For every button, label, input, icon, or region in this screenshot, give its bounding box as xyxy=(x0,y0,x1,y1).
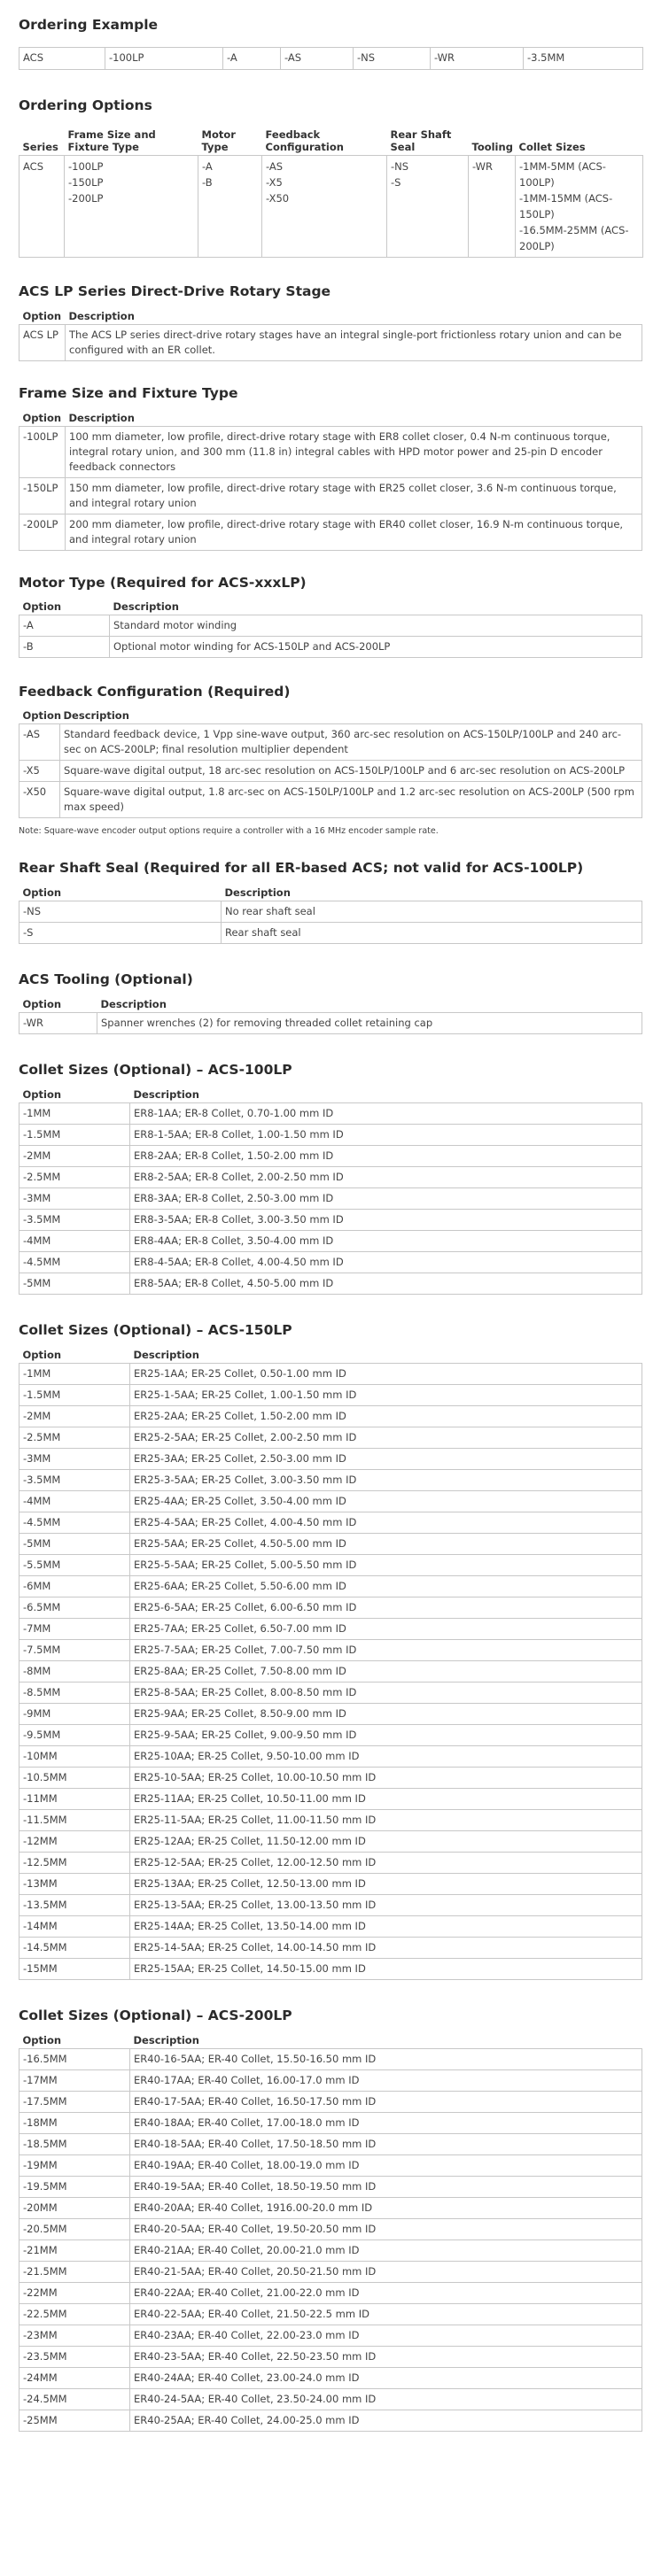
description-cell: ER25-2AA; ER-25 Collet, 1.50-2.00 mm ID xyxy=(130,1406,642,1427)
table-row xyxy=(19,1013,642,1034)
option-value: -X50 xyxy=(266,192,290,205)
option-value: -B xyxy=(202,176,213,189)
collet-150-rows xyxy=(19,1364,642,1980)
option-value: -200LP xyxy=(68,192,104,205)
table-row xyxy=(19,1746,642,1768)
table-row xyxy=(19,1491,642,1512)
table-row xyxy=(19,2134,642,2155)
option-cell: -1MM xyxy=(19,1103,130,1125)
option-cell: -2.5MM xyxy=(19,1167,130,1188)
header-frame: Frame Size and Fixture Type xyxy=(67,128,156,153)
description-cell: ER40-17AA; ER-40 Collet, 16.00-17.0 mm ID xyxy=(130,2070,642,2092)
ordering-example-title: Ordering Example xyxy=(19,17,159,33)
table-row xyxy=(19,1916,642,1938)
description-cell: ER25-12-5AA; ER-25 Collet, 12.00-12.50 mm ID xyxy=(130,1853,642,1874)
example-code-tooling: -WR xyxy=(431,48,524,70)
header-option: Option xyxy=(22,600,62,613)
collet-200-table xyxy=(19,2032,642,2432)
option-value: -X5 xyxy=(266,176,283,189)
description-cell: Spanner wrenches (2) for removing threaded collet retaining cap xyxy=(97,1013,642,1034)
option-cell: -24.5MM xyxy=(19,2389,130,2410)
motor-table xyxy=(19,599,642,658)
table-row xyxy=(19,2304,642,2325)
option-value: -S xyxy=(391,176,401,189)
option-cell: -A xyxy=(19,615,110,637)
description-cell: ER40-24-5AA; ER-40 Collet, 23.50-24.00 mm ID xyxy=(130,2389,642,2410)
option-cell: -200LP xyxy=(19,514,66,551)
table-header xyxy=(19,599,642,615)
option-cell: -10.5MM xyxy=(19,1768,130,1789)
example-code-seal: -NS xyxy=(354,48,431,70)
ordering-example-row xyxy=(19,48,643,70)
description-cell: ER40-18AA; ER-40 Collet, 17.00-18.0 mm ID xyxy=(130,2113,642,2134)
header-description: Description xyxy=(68,310,135,322)
option-cell: -16.5MM xyxy=(19,2049,130,2070)
table-row xyxy=(19,1103,642,1125)
stage-title: ACS LP Series Direct-Drive Rotary Stage xyxy=(19,283,331,299)
description-cell: ER25-5-5AA; ER-25 Collet, 5.00-5.50 mm ID xyxy=(130,1555,642,1576)
option-cell: -14.5MM xyxy=(19,1938,130,1959)
description-cell: ER40-22-5AA; ER-40 Collet, 21.50-22.5 mm ID xyxy=(130,2304,642,2325)
table-row xyxy=(19,325,642,361)
stage-table xyxy=(19,308,642,361)
description-cell: ER8-2AA; ER-8 Collet, 1.50-2.00 mm ID xyxy=(130,1146,642,1167)
header-collet: Collet Sizes xyxy=(518,141,586,153)
table-row xyxy=(19,615,642,637)
table-row xyxy=(19,1231,642,1252)
description-cell: ER8-1AA; ER-8 Collet, 0.70-1.00 mm ID xyxy=(130,1103,642,1125)
table-row xyxy=(19,1895,642,1916)
header-seal: Rear Shaft Seal xyxy=(390,128,452,153)
description-cell: ER25-11AA; ER-25 Collet, 10.50-11.00 mm ID xyxy=(130,1789,642,1810)
table-row xyxy=(19,1273,642,1295)
table-row xyxy=(19,1810,642,1831)
description-cell: ER25-14-5AA; ER-25 Collet, 14.00-14.50 mm ID xyxy=(130,1938,642,1959)
option-value: -150LP xyxy=(68,176,104,189)
option-cell: -19.5MM xyxy=(19,2177,130,2198)
table-row xyxy=(19,2389,642,2410)
header-option: Option xyxy=(22,2034,62,2046)
example-code-frame: -100LP xyxy=(105,48,223,70)
table-header xyxy=(19,996,642,1013)
description-cell: ER25-1AA; ER-25 Collet, 0.50-1.00 mm ID xyxy=(130,1364,642,1385)
option-cell: -25MM xyxy=(19,2410,130,2432)
description-cell: ER25-3-5AA; ER-25 Collet, 3.00-3.50 mm ID xyxy=(130,1470,642,1491)
option-cell: -5MM xyxy=(19,1273,130,1295)
description-cell: ER25-1-5AA; ER-25 Collet, 1.00-1.50 mm ID xyxy=(130,1385,642,1406)
table-row xyxy=(19,1555,642,1576)
options-series-cell xyxy=(19,156,65,258)
option-cell: -6MM xyxy=(19,1576,130,1597)
options-frame-cell xyxy=(65,156,198,258)
feedback-title: Feedback Configuration (Required) xyxy=(19,684,291,700)
table-row xyxy=(19,1704,642,1725)
options-feedback-cell xyxy=(262,156,387,258)
table-row xyxy=(19,724,642,761)
description-cell: ER40-23AA; ER-40 Collet, 22.00-23.0 mm ID xyxy=(130,2325,642,2347)
description-cell: ER40-16-5AA; ER-40 Collet, 15.50-16.50 mm ID xyxy=(130,2049,642,2070)
option-value: -100LP xyxy=(68,160,104,173)
table-row xyxy=(19,2240,642,2262)
option-cell: -10MM xyxy=(19,1746,130,1768)
description-cell: ER25-4-5AA; ER-25 Collet, 4.00-4.50 mm ID xyxy=(130,1512,642,1534)
description-cell: ER8-3-5AA; ER-8 Collet, 3.00-3.50 mm ID xyxy=(130,1210,642,1231)
option-cell: -100LP xyxy=(19,427,66,478)
frame-title: Frame Size and Fixture Type xyxy=(19,385,238,401)
description-cell: Square-wave digital output, 18 arc-sec resolution on ACS-150LP/100LP and 6 arc-sec resolution on ACS-200LP xyxy=(60,761,642,782)
header-option: Option xyxy=(22,709,62,722)
frame-table xyxy=(19,410,642,551)
description-cell: ER8-1-5AA; ER-8 Collet, 1.00-1.50 mm ID xyxy=(130,1125,642,1146)
header-motor: Motor Type xyxy=(201,128,236,153)
header-description: Description xyxy=(133,2034,199,2046)
table-row xyxy=(19,2410,642,2432)
description-cell: ER8-5AA; ER-8 Collet, 4.50-5.00 mm ID xyxy=(130,1273,642,1295)
table-row xyxy=(19,2219,642,2240)
collet-150-title: Collet Sizes (Optional) – ACS-150LP xyxy=(19,1322,292,1338)
option-cell: -23.5MM xyxy=(19,2347,130,2368)
ordering-example-table xyxy=(19,47,643,70)
description-cell: ER25-4AA; ER-25 Collet, 3.50-4.00 mm ID xyxy=(130,1491,642,1512)
option-value: -16.5MM-25MM (ACS-200LP) xyxy=(519,224,629,252)
feedback-table xyxy=(19,708,642,818)
description-cell: ER40-21AA; ER-40 Collet, 20.00-21.0 mm ID xyxy=(130,2240,642,2262)
header-option: Option xyxy=(22,886,62,899)
table-row xyxy=(19,2113,642,2134)
collet-200-title: Collet Sizes (Optional) – ACS-200LP xyxy=(19,2007,292,2023)
table-row xyxy=(19,1831,642,1853)
option-value: -1MM-15MM (ACS-150LP) xyxy=(519,192,613,220)
option-cell: -9MM xyxy=(19,1704,130,1725)
table-row xyxy=(19,2262,642,2283)
description-cell: ER40-19-5AA; ER-40 Collet, 18.50-19.50 mm ID xyxy=(130,2177,642,2198)
option-cell: -18.5MM xyxy=(19,2134,130,2155)
table-row xyxy=(19,1768,642,1789)
option-cell: -13MM xyxy=(19,1874,130,1895)
description-cell: ER40-20AA; ER-40 Collet, 1916.00-20.0 mm ID xyxy=(130,2198,642,2219)
option-cell: -X5 xyxy=(19,761,60,782)
option-cell: -22MM xyxy=(19,2283,130,2304)
description-cell: ER8-4-5AA; ER-8 Collet, 4.00-4.50 mm ID xyxy=(130,1252,642,1273)
description-cell: 200 mm diameter, low profile, direct-drive rotary stage with ER40 collet closer, 16.9 N-m continuous torque, and integral rotary union xyxy=(66,514,642,551)
table-row xyxy=(19,1167,642,1188)
option-cell: -WR xyxy=(19,1013,97,1034)
table-row xyxy=(19,1661,642,1683)
table-row xyxy=(19,1789,642,1810)
option-cell: -4MM xyxy=(19,1231,130,1252)
table-row xyxy=(19,782,642,818)
description-cell: ER25-10AA; ER-25 Collet, 9.50-10.00 mm ID xyxy=(130,1746,642,1768)
option-cell: -1.5MM xyxy=(19,1385,130,1406)
description-cell: ER25-6-5AA; ER-25 Collet, 6.00-6.50 mm ID xyxy=(130,1597,642,1619)
table-row xyxy=(19,637,642,658)
header-feedback: Feedback Configuration xyxy=(265,128,344,153)
example-code-feedback: -AS xyxy=(281,48,354,70)
description-cell: ER25-7-5AA; ER-25 Collet, 7.00-7.50 mm ID xyxy=(130,1640,642,1661)
option-cell: -AS xyxy=(19,724,60,761)
table-header xyxy=(19,410,642,427)
header-option: Option xyxy=(22,1088,62,1101)
option-value: -NS xyxy=(391,160,409,173)
table-row xyxy=(19,1959,642,1980)
description-cell: The ACS LP series direct-drive rotary stages have an integral single-port frictionless rotary union and can be configured with an ER collet. xyxy=(66,325,642,361)
description-cell: ER25-14AA; ER-25 Collet, 13.50-14.00 mm ID xyxy=(130,1916,642,1938)
option-cell: -150LP xyxy=(19,478,66,514)
option-value: -WR xyxy=(472,160,494,173)
option-cell: -2.5MM xyxy=(19,1427,130,1449)
table-header xyxy=(19,708,642,724)
table-row xyxy=(19,1406,642,1427)
option-cell: -17MM xyxy=(19,2070,130,2092)
option-cell: -19MM xyxy=(19,2155,130,2177)
option-value: -1MM-5MM (ACS-100LP) xyxy=(519,160,606,189)
table-row xyxy=(19,2092,642,2113)
table-row xyxy=(19,1470,642,1491)
option-cell: -24MM xyxy=(19,2368,130,2389)
collet-100-title: Collet Sizes (Optional) – ACS-100LP xyxy=(19,1062,292,1078)
table-row xyxy=(19,2283,642,2304)
description-cell: ER8-2-5AA; ER-8 Collet, 2.00-2.50 mm ID xyxy=(130,1167,642,1188)
table-row xyxy=(19,1125,642,1146)
table-row xyxy=(19,1576,642,1597)
table-row xyxy=(19,2177,642,2198)
description-cell: No rear shaft seal xyxy=(222,901,642,923)
description-cell: Square-wave digital output, 1.8 arc-sec on ACS-150LP/100LP and 1.2 arc-sec resolution on ACS-200LP (500 rpm max speed) xyxy=(60,782,642,818)
example-code-series: ACS xyxy=(19,48,105,70)
table-row xyxy=(19,2155,642,2177)
tooling-table xyxy=(19,996,642,1034)
description-cell: ER40-21-5AA; ER-40 Collet, 20.50-21.50 mm ID xyxy=(130,2262,642,2283)
table-header xyxy=(19,2032,642,2049)
description-cell: ER25-3AA; ER-25 Collet, 2.50-3.00 mm ID xyxy=(130,1449,642,1470)
header-description: Description xyxy=(224,886,291,899)
option-cell: -18MM xyxy=(19,2113,130,2134)
seal-title: Rear Shaft Seal (Required for all ER-based ACS; not valid for ACS-100LP) xyxy=(19,860,584,876)
table-row xyxy=(19,2368,642,2389)
options-collet-cell xyxy=(516,156,643,258)
option-cell: -4MM xyxy=(19,1491,130,1512)
example-code-collet: -3.5MM xyxy=(524,48,643,70)
description-cell: ER25-9-5AA; ER-25 Collet, 9.00-9.50 mm ID xyxy=(130,1725,642,1746)
description-cell: ER25-15AA; ER-25 Collet, 14.50-15.00 mm ID xyxy=(130,1959,642,1980)
ordering-options-title: Ordering Options xyxy=(19,97,152,113)
example-code-motor: -A xyxy=(223,48,281,70)
option-cell: -3MM xyxy=(19,1188,130,1210)
table-header xyxy=(19,885,642,901)
table-row xyxy=(19,1512,642,1534)
description-cell: ER25-13-5AA; ER-25 Collet, 13.00-13.50 mm ID xyxy=(130,1895,642,1916)
option-cell: -5MM xyxy=(19,1534,130,1555)
description-cell: ER25-7AA; ER-25 Collet, 6.50-7.00 mm ID xyxy=(130,1619,642,1640)
description-cell: ER25-13AA; ER-25 Collet, 12.50-13.00 mm ID xyxy=(130,1874,642,1895)
table-row xyxy=(19,1252,642,1273)
option-cell: -NS xyxy=(19,901,222,923)
header-tooling: Tooling xyxy=(471,141,513,153)
option-cell: -14MM xyxy=(19,1916,130,1938)
description-cell: ER25-5AA; ER-25 Collet, 4.50-5.00 mm ID xyxy=(130,1534,642,1555)
description-cell: Standard motor winding xyxy=(110,615,642,637)
option-cell: -3.5MM xyxy=(19,1470,130,1491)
description-cell: 150 mm diameter, low profile, direct-drive rotary stage with ER25 collet closer, 3.6 N-m continuous torque, and integral rotary union xyxy=(66,478,642,514)
option-cell: -5.5MM xyxy=(19,1555,130,1576)
option-cell: -2MM xyxy=(19,1406,130,1427)
header-description: Description xyxy=(133,1088,199,1101)
header-description: Description xyxy=(100,998,167,1010)
header-series: Series xyxy=(22,141,58,153)
option-cell: -1.5MM xyxy=(19,1125,130,1146)
option-cell: -4.5MM xyxy=(19,1252,130,1273)
collet-100-table xyxy=(19,1087,642,1295)
description-cell: ER25-2-5AA; ER-25 Collet, 2.00-2.50 mm ID xyxy=(130,1427,642,1449)
description-cell: Optional motor winding for ACS-150LP and ACS-200LP xyxy=(110,637,642,658)
table-row xyxy=(19,2049,642,2070)
header-option: Option xyxy=(22,998,62,1010)
table-row xyxy=(19,1874,642,1895)
table-header xyxy=(19,308,642,325)
option-cell: -8.5MM xyxy=(19,1683,130,1704)
description-cell: ER40-22AA; ER-40 Collet, 21.00-22.0 mm ID xyxy=(130,2283,642,2304)
tooling-title: ACS Tooling (Optional) xyxy=(19,971,193,987)
option-cell: -4.5MM xyxy=(19,1512,130,1534)
option-cell: -3.5MM xyxy=(19,1210,130,1231)
description-cell: ER40-19AA; ER-40 Collet, 18.00-19.0 mm ID xyxy=(130,2155,642,2177)
table-row xyxy=(19,514,642,551)
feedback-note: Note: Square-wave encoder output options require a controller with a 16 MHz encoder sample rate. xyxy=(19,826,439,836)
description-cell: ER25-6AA; ER-25 Collet, 5.50-6.00 mm ID xyxy=(130,1576,642,1597)
description-cell: ER40-24AA; ER-40 Collet, 23.00-24.0 mm ID xyxy=(130,2368,642,2389)
table-row xyxy=(19,1210,642,1231)
description-cell: ER25-9AA; ER-25 Collet, 8.50-9.00 mm ID xyxy=(130,1704,642,1725)
header-option: Option xyxy=(22,1349,62,1361)
description-cell: ER40-20-5AA; ER-40 Collet, 19.50-20.50 mm ID xyxy=(130,2219,642,2240)
table-row xyxy=(19,1427,642,1449)
ordering-options-row xyxy=(19,156,643,258)
ordering-options-header xyxy=(19,127,643,156)
description-cell: ER40-25AA; ER-40 Collet, 24.00-25.0 mm ID xyxy=(130,2410,642,2432)
table-row xyxy=(19,1619,642,1640)
seal-table xyxy=(19,885,642,944)
description-cell: ER40-18-5AA; ER-40 Collet, 17.50-18.50 mm ID xyxy=(130,2134,642,2155)
header-description: Description xyxy=(68,412,135,424)
option-cell: -X50 xyxy=(19,782,60,818)
table-row xyxy=(19,901,642,923)
option-cell: -20.5MM xyxy=(19,2219,130,2240)
description-cell: ER40-17-5AA; ER-40 Collet, 16.50-17.50 mm ID xyxy=(130,2092,642,2113)
description-cell: 100 mm diameter, low profile, direct-drive rotary stage with ER8 collet closer, 0.4 N-m continuous torque, integral rotary union, and 300 mm (11.8 in) integral cables with HPD motor power and 25-pin D encoder feedback connectors xyxy=(66,427,642,478)
description-cell: ER8-4AA; ER-8 Collet, 3.50-4.00 mm ID xyxy=(130,1231,642,1252)
collet-200-rows xyxy=(19,2049,642,2432)
table-row xyxy=(19,1938,642,1959)
description-cell: ER25-12AA; ER-25 Collet, 11.50-12.00 mm ID xyxy=(130,1831,642,1853)
option-cell: -S xyxy=(19,923,222,944)
table-row xyxy=(19,1534,642,1555)
option-cell: -21.5MM xyxy=(19,2262,130,2283)
table-row xyxy=(19,427,642,478)
table-row xyxy=(19,478,642,514)
option-cell: -1MM xyxy=(19,1364,130,1385)
table-row xyxy=(19,2347,642,2368)
options-tooling-cell xyxy=(469,156,516,258)
option-value: -A xyxy=(202,160,213,173)
option-cell: -21MM xyxy=(19,2240,130,2262)
table-row xyxy=(19,1188,642,1210)
option-cell: -12MM xyxy=(19,1831,130,1853)
description-cell: Standard feedback device, 1 Vpp sine-wave output, 360 arc-sec resolution on ACS-150LP/100LP and 240 arc-sec on ACS-200LP; final resolution multiplier dependent xyxy=(60,724,642,761)
table-row xyxy=(19,1146,642,1167)
option-cell: -11MM xyxy=(19,1789,130,1810)
header-description: Description xyxy=(133,1349,199,1361)
option-cell: -22.5MM xyxy=(19,2304,130,2325)
option-cell: -2MM xyxy=(19,1146,130,1167)
description-cell: Rear shaft seal xyxy=(222,923,642,944)
description-cell: ER40-23-5AA; ER-40 Collet, 22.50-23.50 mm ID xyxy=(130,2347,642,2368)
collet-150-table xyxy=(19,1347,642,1980)
table-row xyxy=(19,2198,642,2219)
option-cell: -9.5MM xyxy=(19,1725,130,1746)
options-motor-cell xyxy=(198,156,262,258)
option-cell: -B xyxy=(19,637,110,658)
option-cell: -7.5MM xyxy=(19,1640,130,1661)
table-header xyxy=(19,1087,642,1103)
option-cell: -12.5MM xyxy=(19,1853,130,1874)
description-cell: ER25-8AA; ER-25 Collet, 7.50-8.00 mm ID xyxy=(130,1661,642,1683)
option-cell: -8MM xyxy=(19,1661,130,1683)
table-row xyxy=(19,1683,642,1704)
collet-100-rows xyxy=(19,1103,642,1295)
table-row xyxy=(19,761,642,782)
option-cell: -23MM xyxy=(19,2325,130,2347)
option-cell: -7MM xyxy=(19,1619,130,1640)
option-cell: -3MM xyxy=(19,1449,130,1470)
table-row xyxy=(19,1853,642,1874)
option-value: -AS xyxy=(266,160,284,173)
table-row xyxy=(19,2070,642,2092)
description-cell: ER25-11-5AA; ER-25 Collet, 11.00-11.50 mm ID xyxy=(130,1810,642,1831)
option-cell: -20MM xyxy=(19,2198,130,2219)
option-cell: -17.5MM xyxy=(19,2092,130,2113)
header-description: Description xyxy=(63,709,129,722)
option-cell: ACS LP xyxy=(19,325,66,361)
table-row xyxy=(19,1640,642,1661)
table-row xyxy=(19,2325,642,2347)
table-row xyxy=(19,1449,642,1470)
table-row xyxy=(19,1385,642,1406)
description-cell: ER25-8-5AA; ER-25 Collet, 8.00-8.50 mm ID xyxy=(130,1683,642,1704)
option-value: ACS xyxy=(23,160,43,173)
options-seal-cell xyxy=(387,156,469,258)
option-cell: -6.5MM xyxy=(19,1597,130,1619)
header-description: Description xyxy=(113,600,179,613)
table-row xyxy=(19,1597,642,1619)
description-cell: ER25-10-5AA; ER-25 Collet, 10.00-10.50 mm ID xyxy=(130,1768,642,1789)
option-cell: -13.5MM xyxy=(19,1895,130,1916)
table-row xyxy=(19,923,642,944)
motor-title: Motor Type (Required for ACS-xxxLP) xyxy=(19,575,307,591)
header-option: Option xyxy=(22,310,62,322)
header-option: Option xyxy=(22,412,62,424)
description-cell: ER8-3AA; ER-8 Collet, 2.50-3.00 mm ID xyxy=(130,1188,642,1210)
ordering-options-table xyxy=(19,127,643,258)
option-cell: -15MM xyxy=(19,1959,130,1980)
table-row xyxy=(19,1364,642,1385)
table-header xyxy=(19,1347,642,1364)
table-row xyxy=(19,1725,642,1746)
option-cell: -11.5MM xyxy=(19,1810,130,1831)
